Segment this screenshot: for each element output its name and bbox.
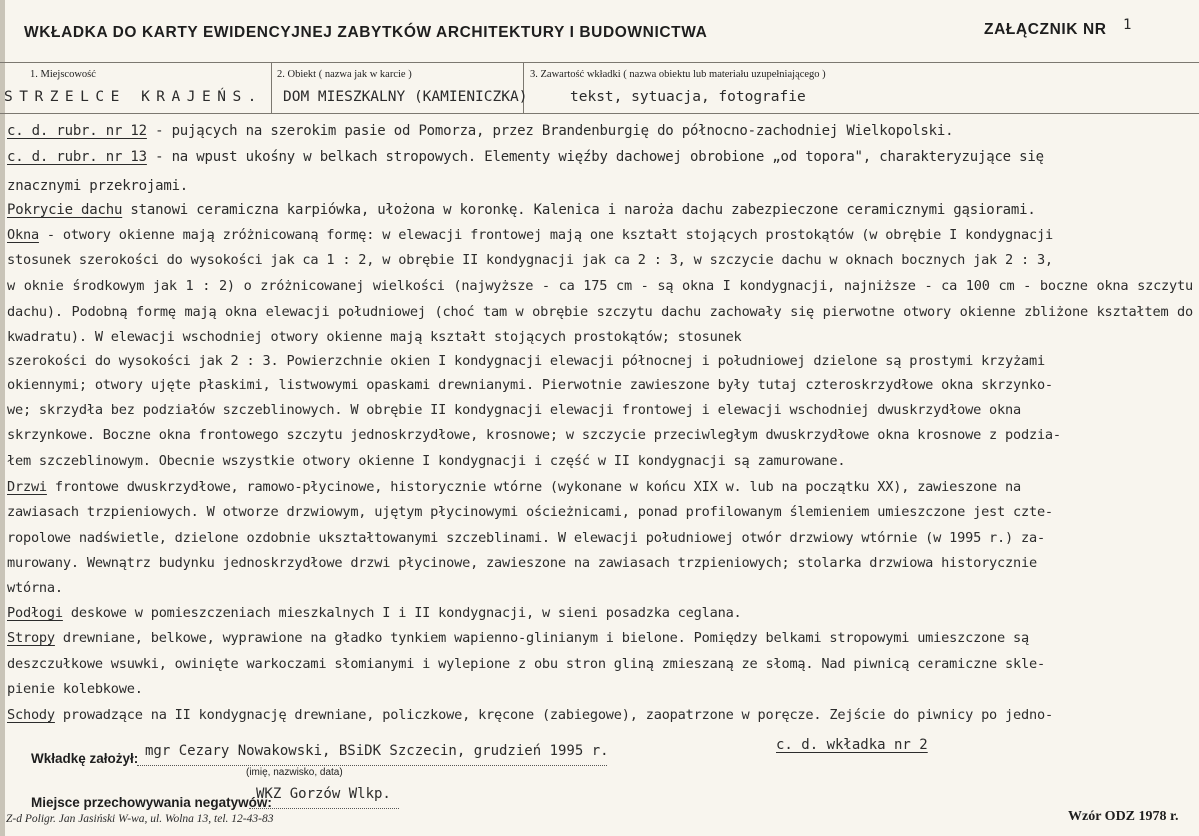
content-value: tekst, sytuacja, fotografie — [570, 89, 806, 105]
fields-divider — [0, 113, 1199, 114]
locality-label: 1. Miejscowość — [30, 69, 96, 80]
card-title: WKŁADKA DO KARTY EWIDENCYJNEJ ZABYTKÓW ARCHITEKTURY I BUDOWNICTWA — [24, 24, 708, 41]
text-line — [7, 176, 188, 196]
line-text: deszczułkowe wsuwki, owinięte warkoczami słomianymi i wylepione z obu stron gliną zmieszaną ze słomą. Nad piwnicą ceramiczne skle- — [7, 656, 1045, 672]
line-text: znacznymi przekrojami. — [7, 178, 189, 194]
text-line — [7, 679, 143, 699]
content-label: 3. Zawartość wkładki ( nazwa obiektu lub materiału uzupełniającego ) — [530, 69, 826, 80]
line-text: okiennymi; otwory ujęte płaskimi, listwowymi opaskami drewnianymi. Pierwotnie zawieszone były tutaj czteroskrzydłowe okna skrzynko- — [7, 377, 1053, 393]
object-value: DOM MIESZKALNY (KAMIENICZKA) — [283, 89, 528, 105]
section-lead: c. d. rubr. nr 13 — [7, 149, 147, 165]
field-separator-1 — [271, 62, 272, 113]
line-text: prowadzące na II kondygnację drewniane, policzkowe, kręcone (zabiegowe), zaopatrzone w poręcze. Zejście do piwnicy po jedno- — [54, 707, 1053, 723]
text-line — [7, 225, 1053, 245]
card-header — [0, 0, 1199, 62]
negatives-value: WKZ Gorzów Wlkp. — [256, 786, 391, 802]
text-line — [7, 502, 1053, 522]
text-line — [7, 654, 1045, 674]
line-text: frontowe dwuskrzydłowe, ramowo-płycinowe, historycznie wtórne (wykonane w końcu XIX w. lub na początku XX), zawieszone na — [46, 479, 1021, 495]
header-divider — [0, 62, 1199, 63]
annex-label: ZAŁĄCZNIK NR — [984, 21, 1107, 38]
text-line — [7, 578, 63, 598]
line-text: - pujących na szerokim pasie od Pomorza, przez Brandenburgię do północno-zachodniej Wielkopolski. — [146, 123, 954, 139]
line-text: zawiasach trzpieniowych. W otworze drzwiowym, ujętym płycinowymi ościeżnicami, ponad profilowanym ślemieniem umieszczone jest czte- — [7, 504, 1053, 520]
annex-number: 1 — [1123, 17, 1132, 33]
section-lead: Okna — [7, 227, 39, 243]
section-lead: Drzwi — [7, 479, 47, 495]
line-text: we; skrzydła bez podziałów szczeblinowych. W obrębie II kondygnacji elewacji frontowej i elewacji wschodniej dwuskrzydłowe okna — [7, 402, 1021, 418]
text-line — [7, 147, 1044, 167]
text-line — [7, 250, 1053, 270]
section-lead: Pokrycie dachu — [7, 202, 123, 218]
printer-note: Z-d Poligr. Jan Jasiński W-wa, ul. Wolna 13, tel. 12-43-83 — [6, 813, 274, 825]
text-line — [7, 528, 1045, 548]
line-text: stanowi ceramiczna karpiówka, ułożona w koronkę. Kalenica i naroża dachu zabezpieczone ceramicznymi gąsiorami. — [122, 202, 1036, 218]
line-text: szerokości do wysokości jak 2 : 3. Powierzchnie okien I kondygnacji elewacji północnej i południowej dzielone są prostymi krzyżami — [7, 353, 1045, 369]
text-line — [7, 451, 845, 471]
text-line — [7, 200, 1036, 220]
text-line — [7, 705, 1053, 725]
negatives-label: Miejsce przechowywania negatywów: — [31, 795, 272, 810]
form-number: Wzór ODZ 1978 r. — [1068, 809, 1179, 824]
card-edge — [0, 0, 5, 836]
section-lead: Schody — [7, 707, 55, 723]
text-line — [7, 351, 1045, 371]
field-separator-2 — [523, 62, 524, 113]
negatives-dotted-line — [249, 808, 399, 809]
line-text: wtórna. — [7, 580, 63, 596]
line-text: deskowe w pomieszczeniach mieszkalnych I i II kondygnacji, w sieni posadzka ceglana. — [62, 605, 742, 621]
founder-value: mgr Cezary Nowakowski, BSiDK Szczecin, grudzień 1995 r. — [145, 743, 609, 759]
line-text: skrzynkowe. Boczne okna frontowego szczytu jednoskrzydłowe, krosnowe; w szczycie przeciwległym dwuskrzydłowe okna krosnowe z podzia- — [7, 427, 1061, 443]
line-text: stosunek szerokości do wysokości jak ca 1 : 2, w obrębie II kondygnacji jak ca 2 : 3, w szczycie dachu w oknach bocznych jak 2 : 3, — [7, 252, 1053, 268]
text-line — [7, 553, 1037, 573]
text-line — [7, 400, 1021, 420]
text-line — [7, 425, 1061, 445]
line-text: w oknie środkowym jak 1 : 2) o zróżnicowanej wielkości (najwyższe - ca 175 cm - są okna I kondygnacji, najniższe - ca 100 cm - boczne okna szczytu dachu). Podobną formę mają okna elewacji południowej (choć tam w obrębie szczytu dachu zachowały się pierwotne otwory okienne zbliżone kształtem do kwadratu). W elewacji wschodniej otwory okienne mają kształt stojących prostokątów; stosunek — [7, 278, 1193, 345]
locality-value: STRZELCE KRAJEŃS. — [4, 89, 263, 105]
line-text: łem szczeblinowym. Obecnie wszystkie otwory okienne I kondygnacji i część w II kondygnacji są zamurowane. — [7, 453, 846, 469]
line-text: drewniane, belkowe, wyprawione na gładko tynkiem wapienno-glinianym i bielone. Pomiędzy belkami stropowymi umieszczone są — [54, 630, 1029, 646]
line-text: - na wpust ukośny w belkach stropowych. Elementy więźby dachowej obrobione „od topora", charakteryzujące się — [146, 149, 1044, 165]
wrapped-paragraph — [7, 274, 1193, 351]
text-line — [7, 477, 1021, 497]
continuation-note: c. d. wkładka nr 2 — [776, 737, 928, 753]
line-text: - otwory okienne mają zróżnicowaną formę: w elewacji frontowej mają one kształt stojących prostokątów (w obrębie I kondygnacji — [38, 227, 1053, 243]
founder-hint: (imię, nazwisko, data) — [246, 767, 343, 778]
section-lead: Podłogi — [7, 605, 63, 621]
founder-dotted-line — [137, 765, 607, 766]
section-lead: Stropy — [7, 630, 55, 646]
line-text: murowany. Wewnątrz budynku jednoskrzydłowe drzwi płycinowe, zawieszone na zawiasach trzpieniowych; stolarka drzwiowa historycznie — [7, 555, 1037, 571]
founder-label: Wkładkę założył: — [31, 751, 139, 766]
text-line — [7, 603, 742, 623]
text-line — [7, 121, 953, 141]
text-line — [7, 628, 1029, 648]
object-label: 2. Obiekt ( nazwa jak w karcie ) — [277, 69, 412, 80]
section-lead: c. d. rubr. nr 12 — [7, 123, 147, 139]
line-text: ropolowe nadświetle, dzielone ozdobnie ukształtowanymi szczeblinami. W elewacji południowej otwór drzwiowy wtórnie (w 1995 r.) za- — [7, 530, 1045, 546]
line-text: pienie kolebkowe. — [7, 681, 143, 697]
text-line — [7, 375, 1053, 395]
